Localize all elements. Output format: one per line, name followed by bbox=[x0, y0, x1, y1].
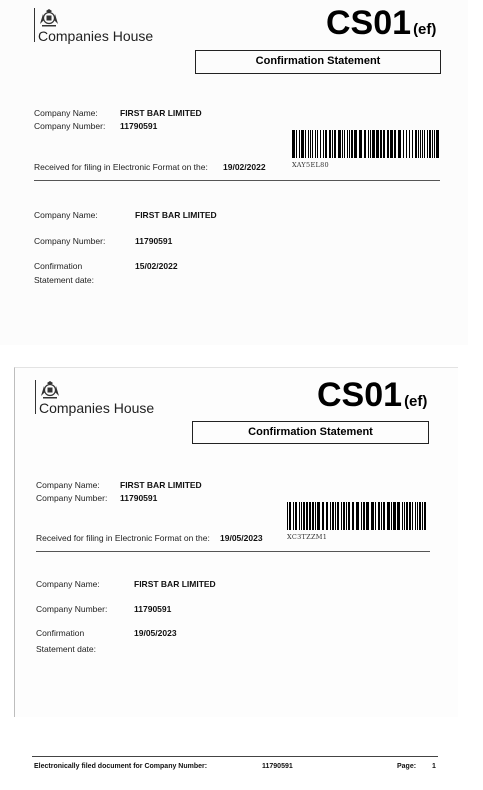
divider bbox=[34, 180, 440, 181]
barcode-bar bbox=[343, 502, 345, 530]
barcode-bar bbox=[364, 130, 366, 158]
barcode-bar bbox=[406, 130, 407, 158]
barcode-bar bbox=[317, 502, 320, 530]
barcode-bar bbox=[424, 130, 425, 158]
barcode-bar bbox=[349, 130, 350, 158]
document-page-1 bbox=[0, 0, 468, 345]
details-company-name: FIRST BAR LIMITED bbox=[135, 210, 217, 220]
barcode-bar bbox=[326, 502, 328, 530]
document-page-2 bbox=[14, 367, 458, 717]
barcode-text: XAY5EL80 bbox=[292, 161, 329, 169]
brand-name: Companies House bbox=[39, 400, 155, 416]
details-company-name: FIRST BAR LIMITED bbox=[134, 579, 216, 589]
confirmation-date: 15/02/2022 bbox=[135, 261, 178, 271]
barcode-bar bbox=[368, 130, 369, 158]
barcode-bar bbox=[366, 502, 369, 530]
barcode-bar bbox=[359, 130, 362, 158]
barcode bbox=[292, 130, 440, 158]
form-code-main: CS01 bbox=[317, 376, 403, 414]
barcode-bar bbox=[322, 502, 324, 530]
header-company-number-label: Company Number: bbox=[36, 493, 108, 503]
barcode-text: XC3TZZM1 bbox=[287, 533, 328, 541]
barcode-bar bbox=[402, 502, 403, 530]
confirmation-label-line1: Confirmation bbox=[36, 628, 85, 638]
crest-icon bbox=[39, 380, 61, 400]
barcode-bar bbox=[390, 130, 393, 158]
barcode-bar bbox=[292, 130, 295, 158]
confirmation-label-line1: Confirmation bbox=[34, 261, 83, 271]
barcode-bar bbox=[317, 130, 318, 158]
barcode-bar bbox=[409, 502, 411, 530]
barcode-bar bbox=[303, 502, 305, 530]
barcode-bar bbox=[412, 130, 413, 158]
companies-house-logo bbox=[34, 8, 153, 44]
barcode-bar bbox=[338, 130, 341, 158]
barcode-bar bbox=[295, 502, 297, 530]
details-company-number: 11790591 bbox=[135, 236, 173, 246]
barcode-bar bbox=[371, 502, 374, 530]
page-footer bbox=[32, 756, 438, 778]
barcode-bar bbox=[296, 130, 297, 158]
barcode-bar bbox=[312, 130, 313, 158]
barcode-bar bbox=[289, 502, 291, 530]
barcode-bar bbox=[356, 502, 359, 530]
barcode-bar bbox=[309, 502, 311, 530]
barcode-bar bbox=[354, 130, 357, 158]
form-code bbox=[326, 4, 436, 43]
barcode-bar bbox=[334, 130, 336, 158]
barcode-bar bbox=[372, 130, 375, 158]
details-company-number: 11790591 bbox=[134, 604, 172, 614]
barcode-bar bbox=[337, 502, 339, 530]
barcode-bar bbox=[397, 502, 400, 530]
received-label: Received for filing in Electronic Format on the: bbox=[36, 533, 210, 543]
barcode-bar bbox=[315, 130, 316, 158]
details-company-name-label: Company Name: bbox=[36, 579, 100, 589]
header-company-name: FIRST BAR LIMITED bbox=[120, 108, 202, 118]
received-date: 19/02/2022 bbox=[223, 162, 266, 172]
barcode-bar bbox=[323, 130, 324, 158]
barcode-bar bbox=[346, 502, 347, 530]
barcode-bar bbox=[404, 502, 405, 530]
barcode-bar bbox=[429, 130, 431, 158]
barcode-bar bbox=[387, 502, 390, 530]
header-company-number: 11790591 bbox=[120, 121, 158, 131]
barcode-bar bbox=[409, 130, 410, 158]
barcode-bar bbox=[363, 502, 365, 530]
barcode bbox=[287, 502, 427, 530]
barcode-bar bbox=[342, 130, 343, 158]
header-company-name: FIRST BAR LIMITED bbox=[120, 480, 202, 490]
barcode-bar bbox=[341, 502, 342, 530]
form-title: Confirmation Statement bbox=[192, 421, 429, 444]
barcode-bar bbox=[419, 502, 421, 530]
details-company-number-label: Company Number: bbox=[34, 236, 106, 246]
barcode-bar bbox=[378, 502, 380, 530]
barcode-bar bbox=[308, 130, 309, 158]
header-company-name-label: Company Name: bbox=[34, 108, 98, 118]
barcode-bar bbox=[422, 130, 423, 158]
barcode-bar bbox=[387, 130, 389, 158]
barcode-bar bbox=[287, 502, 288, 530]
barcode-bar bbox=[312, 502, 314, 530]
header-company-number-label: Company Number: bbox=[34, 121, 106, 131]
barcode-bar bbox=[370, 130, 371, 158]
barcode-bar bbox=[329, 130, 331, 158]
barcode-bar bbox=[351, 130, 353, 158]
divider bbox=[36, 551, 430, 552]
brand-name: Companies House bbox=[38, 28, 154, 44]
header-company-number: 11790591 bbox=[120, 493, 158, 503]
form-code bbox=[317, 376, 427, 415]
barcode-bar bbox=[415, 502, 416, 530]
companies-house-logo bbox=[35, 380, 154, 416]
barcode-bar bbox=[376, 130, 379, 158]
barcode-bar bbox=[403, 130, 404, 158]
barcode-bar bbox=[330, 502, 331, 530]
barcode-bar bbox=[432, 130, 433, 158]
barcode-bar bbox=[381, 502, 382, 530]
barcode-bar bbox=[332, 130, 333, 158]
form-title: Confirmation Statement bbox=[195, 50, 441, 74]
footer-filed-label: Electronically filed document for Company Number: bbox=[34, 763, 208, 770]
barcode-bar bbox=[301, 502, 302, 530]
confirmation-date: 19/05/2023 bbox=[134, 628, 177, 638]
barcode-bar bbox=[415, 130, 417, 158]
barcode-bar bbox=[299, 502, 300, 530]
barcode-bar bbox=[361, 502, 362, 530]
barcode-bar bbox=[422, 502, 423, 530]
barcode-bar bbox=[352, 502, 354, 530]
barcode-bar bbox=[305, 130, 306, 158]
barcode-bar bbox=[420, 130, 421, 158]
barcode-bar bbox=[344, 130, 345, 158]
barcode-bar bbox=[383, 502, 385, 530]
barcode-bar bbox=[299, 130, 300, 158]
barcode-bar bbox=[375, 502, 376, 530]
barcode-bar bbox=[398, 130, 401, 158]
barcode-bar bbox=[406, 502, 408, 530]
barcode-bar bbox=[315, 502, 316, 530]
barcode-bar bbox=[391, 502, 392, 530]
details-company-name-label: Company Name: bbox=[34, 210, 98, 220]
barcode-bar bbox=[434, 130, 435, 158]
form-code-suffix: (ef) bbox=[413, 21, 437, 38]
details-company-number-label: Company Number: bbox=[36, 604, 108, 614]
footer-page-number: 1 bbox=[432, 763, 436, 770]
barcode-bar bbox=[383, 130, 385, 158]
barcode-bar bbox=[320, 130, 321, 158]
barcode-bar bbox=[424, 502, 426, 530]
barcode-bar bbox=[394, 130, 396, 158]
footer-company-number: 11790591 bbox=[262, 763, 293, 770]
header-company-name-label: Company Name: bbox=[36, 480, 100, 490]
barcode-bar bbox=[301, 130, 304, 158]
barcode-bar bbox=[332, 502, 334, 530]
barcode-bar bbox=[347, 130, 348, 158]
form-code-suffix: (ef) bbox=[404, 393, 428, 410]
barcode-bar bbox=[335, 502, 336, 530]
barcode-bar bbox=[393, 502, 396, 530]
barcode-bar bbox=[418, 130, 419, 158]
barcode-bar bbox=[310, 130, 311, 158]
received-label: Received for filing in Electronic Format on the: bbox=[34, 162, 208, 172]
barcode-bar bbox=[412, 502, 413, 530]
barcode-bar bbox=[380, 130, 382, 158]
footer-page-label: Page: bbox=[397, 763, 417, 770]
barcode-bar bbox=[417, 502, 418, 530]
barcode-bar bbox=[436, 130, 439, 158]
confirmation-label-line2: Statement date: bbox=[36, 644, 97, 654]
received-date: 19/05/2023 bbox=[220, 533, 263, 543]
barcode-bar bbox=[427, 130, 428, 158]
confirmation-label-line2: Statement date: bbox=[34, 275, 95, 285]
barcode-bar bbox=[306, 502, 308, 530]
form-code-main: CS01 bbox=[326, 4, 412, 42]
crest-icon bbox=[38, 8, 60, 28]
barcode-bar bbox=[348, 502, 350, 530]
barcode-bar bbox=[325, 130, 327, 158]
barcode-bar bbox=[293, 502, 294, 530]
